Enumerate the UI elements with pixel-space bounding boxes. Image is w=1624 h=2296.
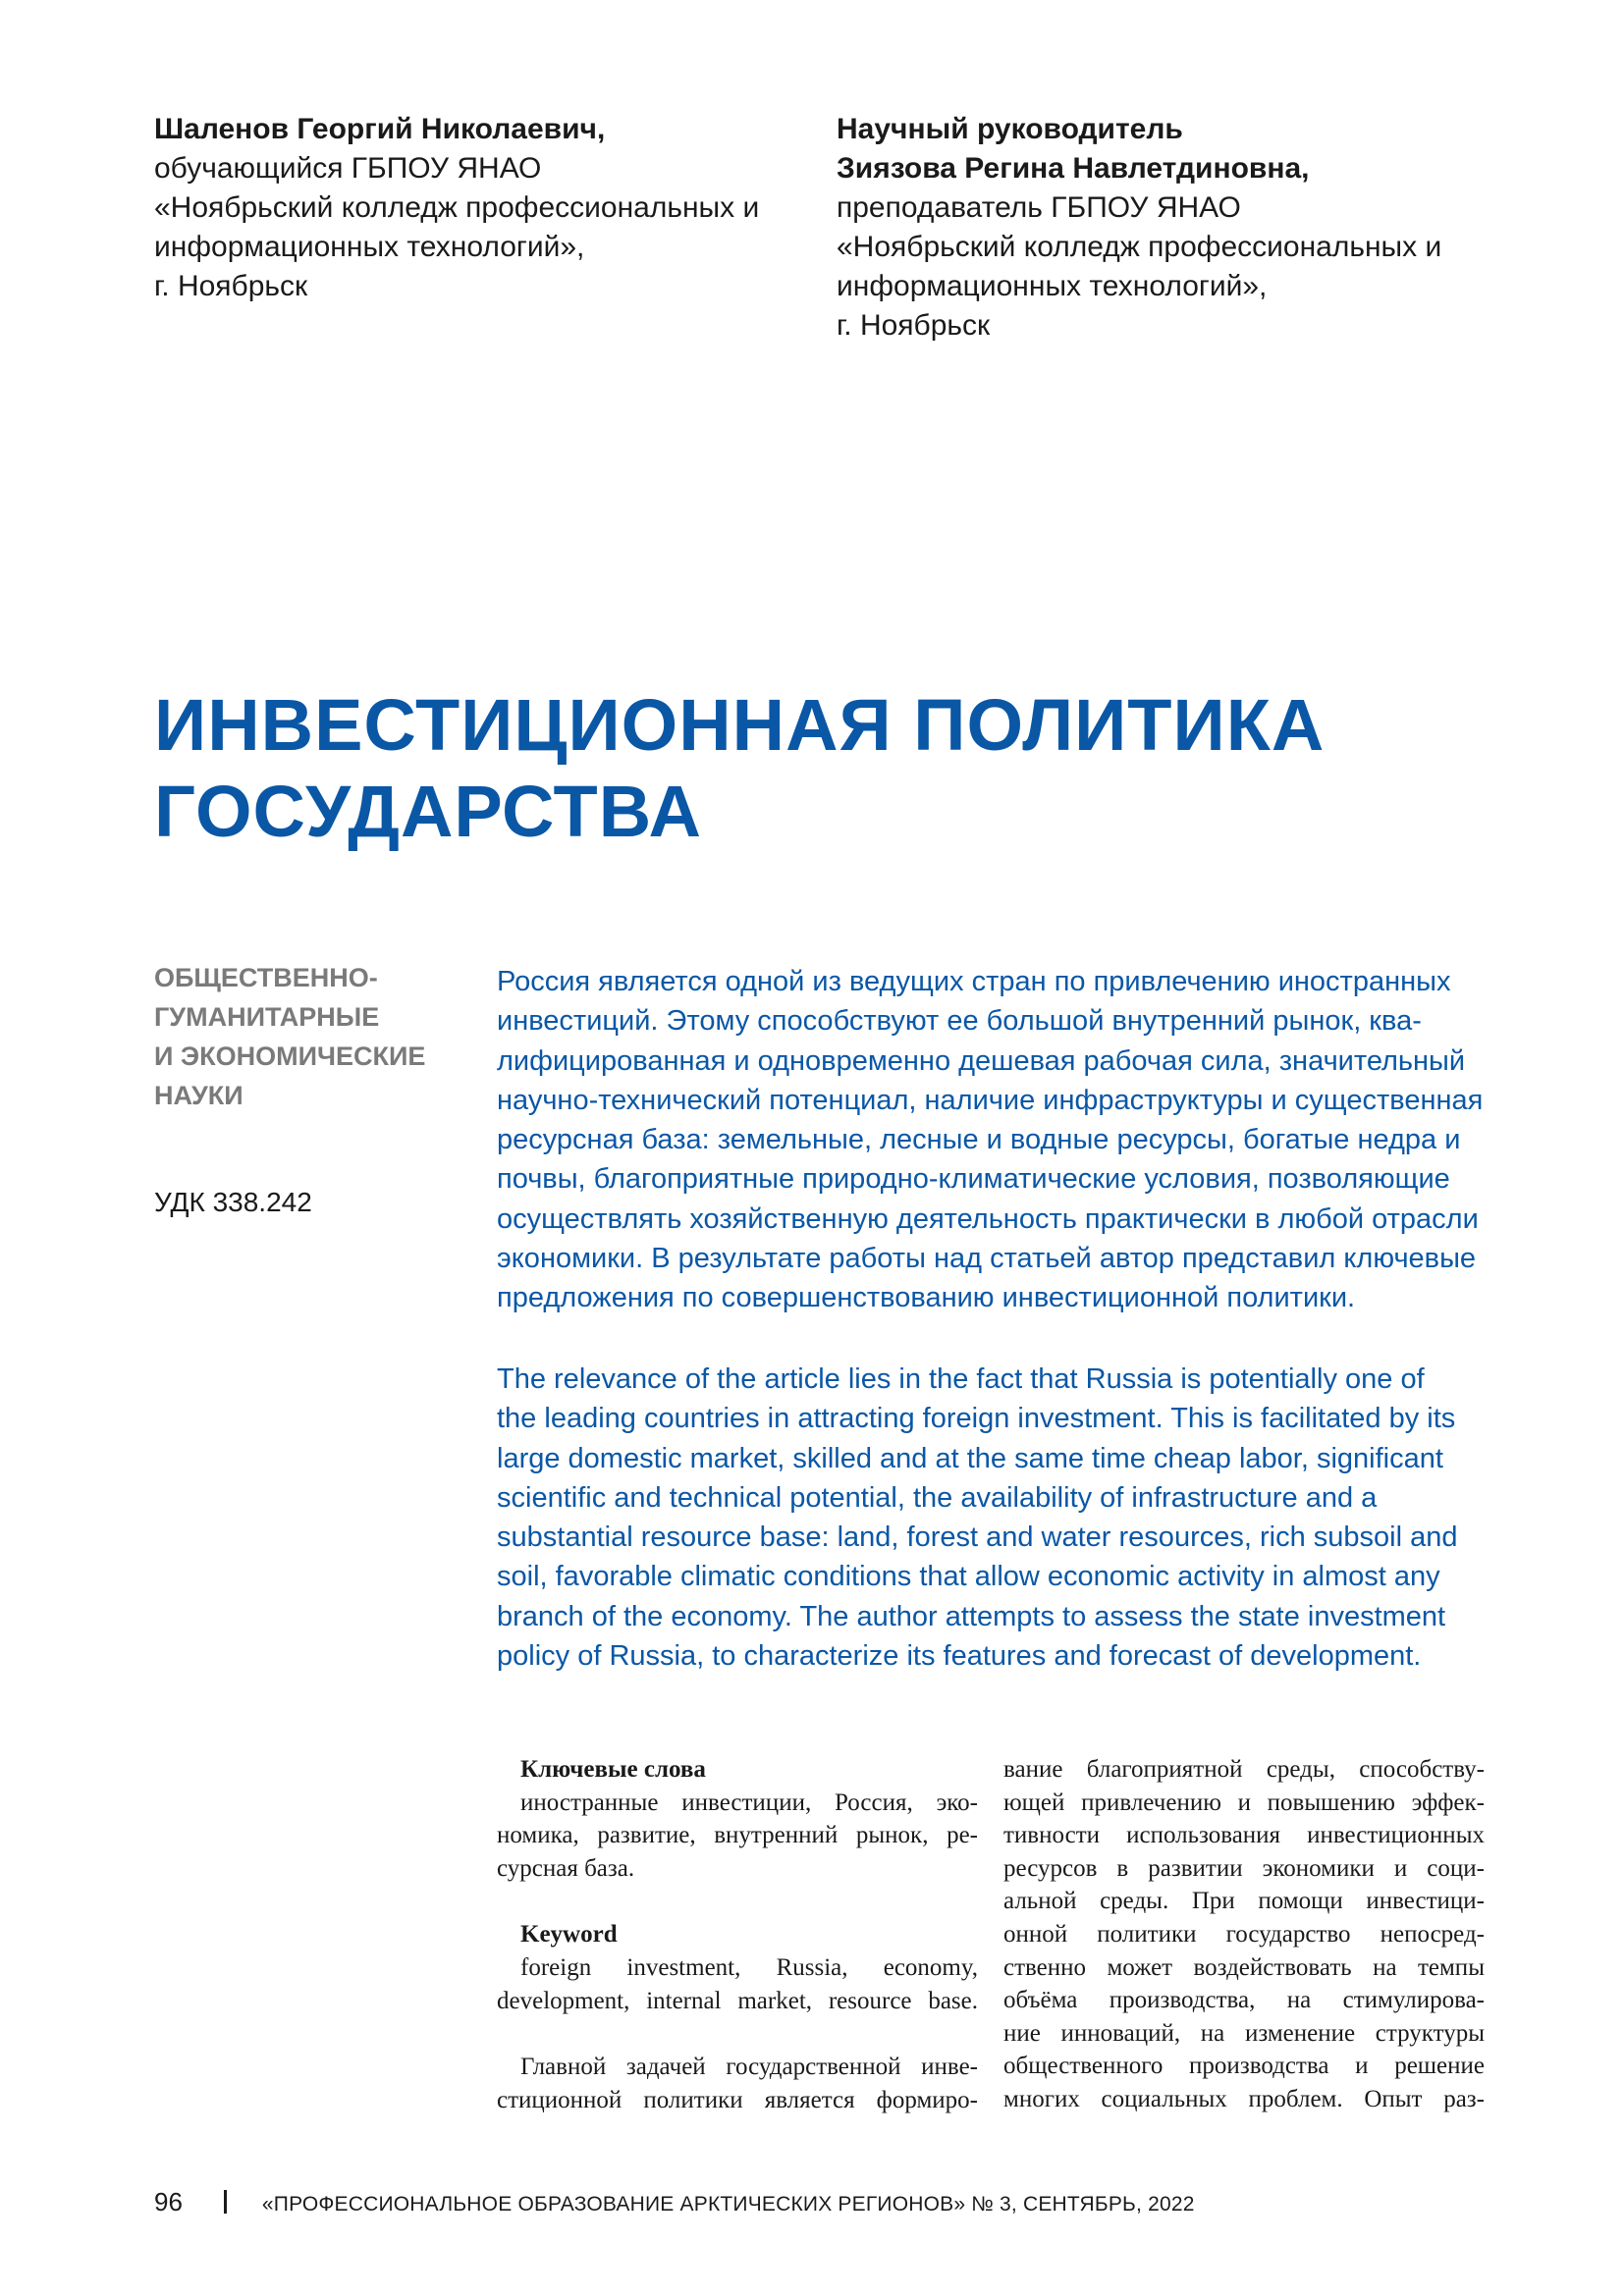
supervisor-role: преподаватель ГБПОУ ЯНАО (837, 191, 1241, 224)
section-label-line: ОБЩЕСТВЕННО- (154, 963, 378, 992)
section-label-line: И ЭКОНОМИЧЕСКИЕ (154, 1041, 426, 1071)
author-block-supervisor (837, 110, 1441, 346)
abstract-english (497, 1360, 1479, 1676)
abstract-line: ресурсная база: земельные, лесные и водные ресурсы, богатые недра и (497, 1124, 1461, 1156)
article-title (154, 682, 1325, 855)
body-text-line: Главной задачей государственной инве- (520, 2054, 978, 2081)
section-label-line: ГУМАНИТАРНЫЕ (154, 1002, 380, 1032)
body-text-line: онной политики государство непосред- (1003, 1920, 1485, 1948)
abstract-line: substantial resource base: land, forest and water resources, rich subsoil and (497, 1522, 1458, 1554)
abstract-line: scientific and technical potential, the availability of infrastructure and a (497, 1481, 1378, 1514)
supervisor-label: Научный руководитель (837, 113, 1183, 145)
abstract-russian (497, 962, 1484, 1318)
supervisor-institution: «Ноябрьский колледж профессиональных и (837, 231, 1442, 263)
body-text-line: стиционной политики является формиро- (497, 2086, 978, 2113)
spacer (497, 1885, 978, 1918)
keywords-line: сурсная база. (497, 1854, 635, 1882)
body-text-line: ственно может воздействовать на темпы (1003, 1953, 1485, 1981)
article-title-line: ИНВЕСТИЦИОННАЯ ПОЛИТИКА (154, 684, 1326, 766)
author-city: г. Ноябрьск (154, 270, 308, 302)
abstract-line: soil, favorable climatic conditions that allow economic activity in almost any (497, 1561, 1440, 1593)
body-text-line: объёма производства, на стимулирова- (1003, 1987, 1485, 2014)
page-footer (154, 2187, 1195, 2217)
author-name: Шаленов Георгий Николаевич, (154, 113, 606, 145)
abstract-line: научно-технический потенциал, наличие инфраструктуры и существенная (497, 1084, 1484, 1116)
abstract-line: The relevance of the article lies in the fact that Russia is potentially one of (497, 1363, 1425, 1395)
abstract-line: large domestic market, skilled and at the same time cheap labor, significant (497, 1442, 1443, 1474)
keywords-line: номика, развитие, внутренний рынок, ре- (497, 1822, 978, 1849)
body-text-line: альной среды. При помощи инвестици- (1003, 1888, 1485, 1915)
body-text-line: ющей привлечению и повышению эффек- (1003, 1789, 1485, 1816)
author-role: обучающийся ГБПОУ ЯНАО (154, 152, 542, 185)
supervisor-city: г. Ноябрьск (837, 309, 991, 342)
udc-code: УДК 338.242 (154, 1187, 312, 1217)
body-text-line: ние инноваций, на изменение структуры (1003, 2019, 1485, 2047)
abstract-line: инвестиций. Этому способствуют ее большой внутренний рынок, ква- (497, 1005, 1422, 1038)
body-text-line: общественного производства и решение (1003, 2053, 1485, 2080)
supervisor-name: Зиязова Регина Навлетдиновна, (837, 152, 1310, 185)
author-institution: «Ноябрьский колледж профессиональных и (154, 191, 760, 224)
abstract-line: лифицированная и одновременно дешевая рабочая сила, значительный (497, 1044, 1466, 1077)
article-title-line: ГОСУДАРСТВА (154, 771, 702, 852)
body-text-line: ресурсов в развитии экономики и соци- (1003, 1854, 1485, 1882)
section-label-line: НАУКИ (154, 1081, 244, 1110)
keyword-heading-en: Keyword (520, 1921, 618, 1949)
supervisor-institution-cont: информационных технологий», (837, 270, 1268, 302)
author-block-student (154, 110, 759, 306)
footer-divider (224, 2190, 227, 2214)
body-column-right (1003, 1753, 1485, 2116)
keywords-line: иностранные инвестиции, Россия, эко- (520, 1789, 978, 1816)
section-label (154, 958, 425, 1115)
spacer (497, 2017, 978, 2051)
keyword-line-en: foreign investment, Russia, economy, (520, 1953, 978, 1981)
abstract-line: почвы, благоприятные природно-климатические условия, позволяющие (497, 1163, 1450, 1196)
abstract-line: the leading countries in attracting foreign investment. This is facilitated by its (497, 1403, 1456, 1435)
abstract-line: предложения по совершенствованию инвестиционной политики. (497, 1282, 1356, 1314)
abstract-line: экономики. В результате работы над статьей автор представил ключевые (497, 1243, 1477, 1275)
body-text-line: вание благоприятной среды, способству- (1003, 1756, 1485, 1783)
abstract-line: осуществлять хозяйственную деятельность практически в любой отрасли (497, 1202, 1479, 1235)
body-column-left (497, 1753, 978, 2116)
keywords-heading: Ключевые слова (520, 1756, 706, 1783)
body-text-line: тивности использования инвестиционных (1003, 1822, 1485, 1849)
abstract-line: policy of Russia, to characterize its features and forecast of development. (497, 1640, 1422, 1673)
keyword-line-en: development, internal market, resource base. (497, 1987, 978, 2014)
author-institution-cont: информационных технологий», (154, 231, 585, 263)
body-text-line: многих социальных проблем. Опыт раз- (1003, 2085, 1485, 2112)
abstract-line: Россия является одной из ведущих стран по привлечению иностранных (497, 966, 1451, 997)
journal-name: «ПРОФЕССИОНАЛЬНОЕ ОБРАЗОВАНИЕ АРКТИЧЕСКИХ РЕГИОНОВ» № 3, СЕНТЯБРЬ, 2022 (261, 2193, 1195, 2216)
abstract-line: branch of the economy. The author attempts to assess the state investment (497, 1600, 1446, 1632)
page-number: 96 (154, 2187, 183, 2216)
